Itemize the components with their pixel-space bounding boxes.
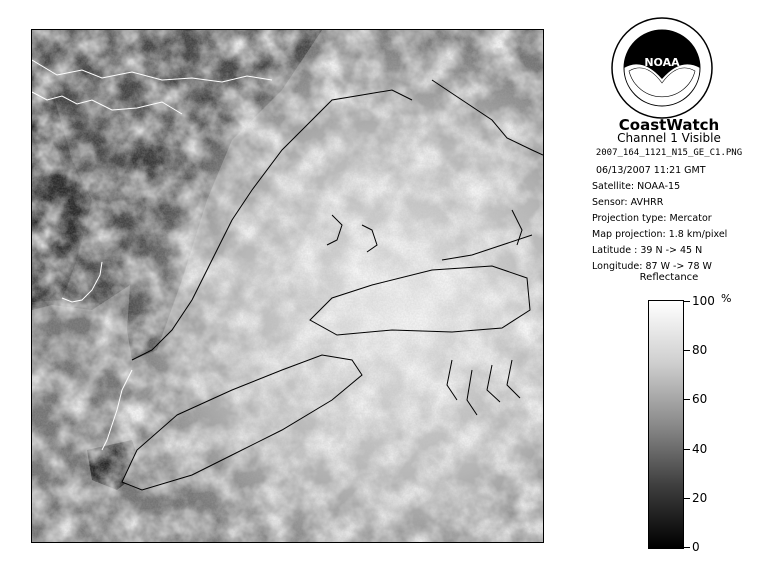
channel-title: Channel 1 Visible (617, 131, 721, 145)
colorbar-tick (684, 399, 690, 400)
satellite-image (31, 29, 544, 543)
colorbar-tick (684, 350, 690, 351)
satellite-label: Satellite: NOAA-15 (592, 181, 681, 192)
map-projection-label: Map projection: 1.8 km/pixel (592, 229, 728, 240)
colorbar-tick (684, 301, 690, 302)
colorbar-tick (684, 449, 690, 450)
longitude-label: Longitude: 87 W -> 78 W (592, 261, 712, 272)
colorbar-tick-label: 0 (692, 540, 700, 554)
colorbar-unit: % (721, 292, 732, 305)
colorbar-tick-label: 60 (692, 392, 708, 406)
datetime-label: 06/13/2007 11:21 GMT (596, 165, 706, 176)
noaa-logo (611, 17, 713, 119)
colorbar-tick (684, 547, 690, 548)
colorbar-tick-label: 20 (692, 491, 708, 505)
colorbar-tick (684, 498, 690, 499)
colorbar-tick-label: 100 (692, 294, 715, 308)
info-panel (556, 0, 782, 572)
agency-title: CoastWatch (618, 116, 720, 134)
colorbar-tick-label: 80 (692, 343, 708, 357)
svg-text:NOAA: NOAA (644, 56, 680, 69)
colorbar-title: Reflectance (639, 272, 699, 283)
projection-type-label: Projection type: Mercator (592, 213, 712, 224)
image-grain (32, 30, 543, 542)
sensor-label: Sensor: AVHRR (592, 197, 664, 208)
satellite-map (32, 30, 543, 542)
colorbar-tick-label: 40 (692, 442, 708, 456)
reflectance-colorbar (648, 300, 684, 549)
filename-label: 2007_164_1121_N15_GE_C1.PNG (595, 148, 743, 158)
latitude-label: Latitude : 39 N -> 45 N (592, 245, 703, 256)
